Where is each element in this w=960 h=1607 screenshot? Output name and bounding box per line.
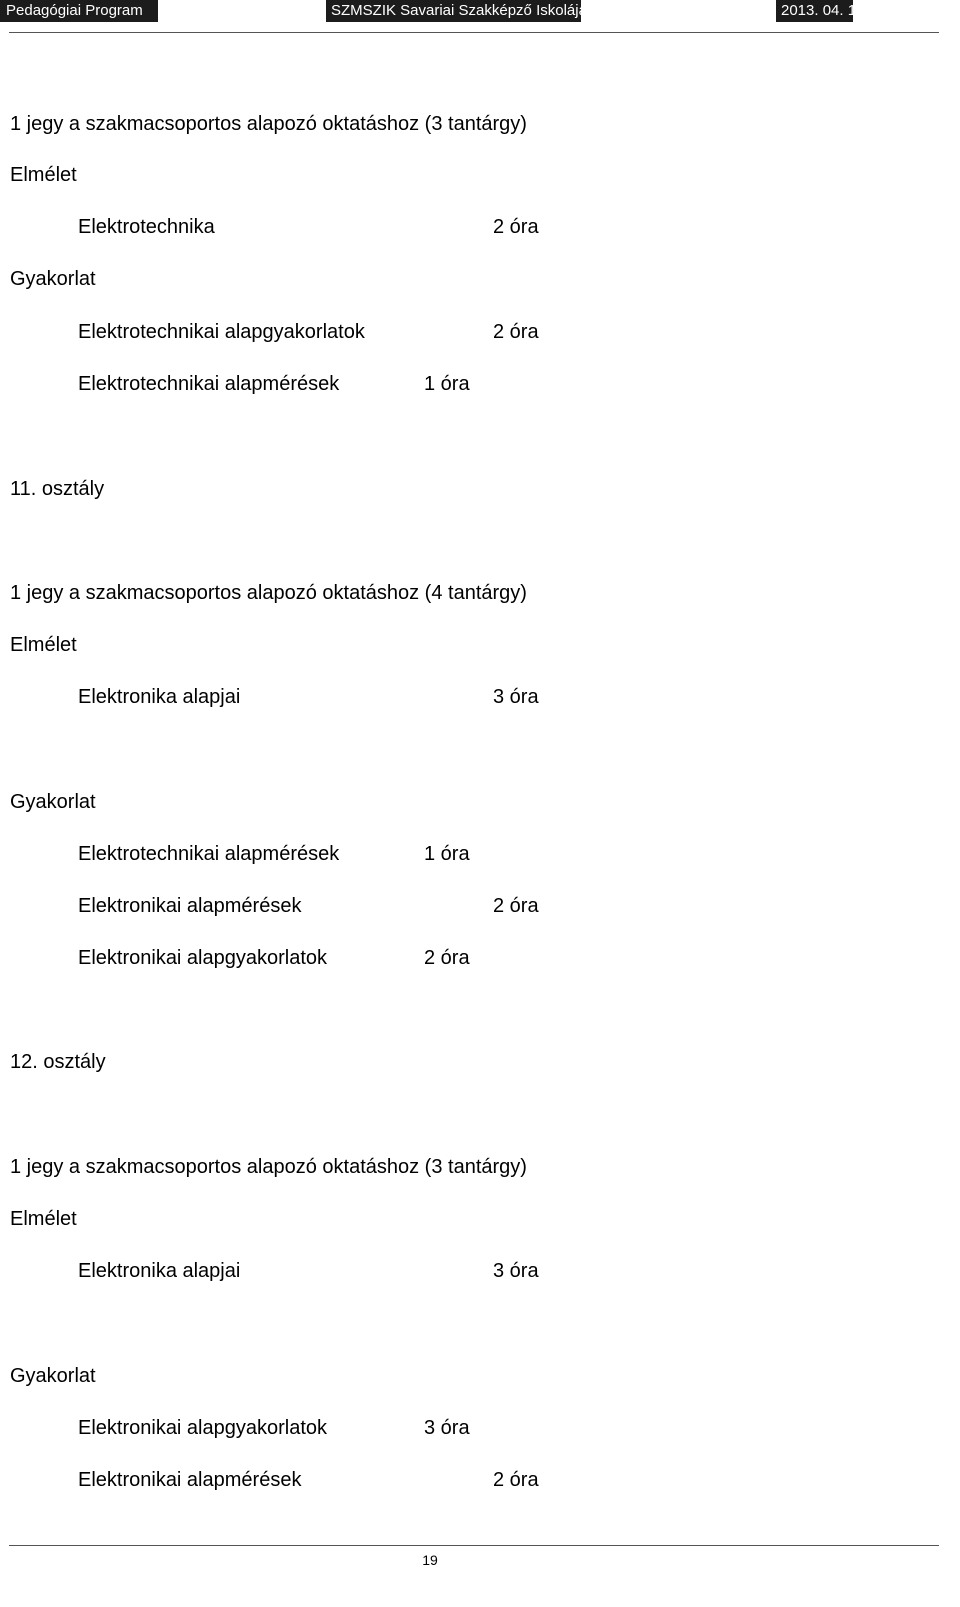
practice-heading: Gyakorlat — [10, 268, 96, 290]
subject-hours: 2 óra — [424, 947, 470, 969]
practice-heading: Gyakorlat — [10, 791, 96, 813]
subject-hours: 1 óra — [424, 843, 470, 865]
header-divider — [9, 32, 939, 33]
subject-name: Elektrotechnikai alapgyakorlatok — [78, 321, 365, 343]
section-title: 1 jegy a szakmacsoportos alapozó oktatáshoz (3 tantárgy) — [10, 113, 527, 135]
subject-name: Elektronikai alapgyakorlatok — [78, 947, 328, 969]
subject-hours: 3 óra — [493, 686, 539, 708]
class-heading: 12. osztály — [10, 1051, 106, 1073]
theory-heading: Elmélet — [10, 634, 77, 656]
section-title: 1 jegy a szakmacsoportos alapozó oktatáshoz (4 tantárgy) — [10, 582, 527, 604]
subject-name: Elektronika alapjai — [78, 1260, 241, 1282]
footer-divider — [9, 1545, 939, 1546]
subject-name: Elektronikai alapmérések — [78, 895, 302, 917]
practice-heading: Gyakorlat — [10, 1365, 96, 1387]
page-number: 19 — [422, 1552, 438, 1568]
page-header — [0, 0, 960, 34]
subject-hours: 3 óra — [493, 1260, 539, 1282]
subject-hours: 2 óra — [493, 895, 539, 917]
subject-hours: 2 óra — [493, 1469, 539, 1491]
subject-name: Elektrotechnikai alapmérések — [78, 373, 340, 395]
header-school: SZMSZIK Savariai Szakképző Iskolája — [331, 2, 587, 19]
subject-hours: 1 óra — [424, 373, 470, 395]
subject-name: Elektronika alapjai — [78, 686, 241, 708]
subject-hours: 2 óra — [493, 216, 539, 238]
header-program: Pedagógiai Program — [6, 2, 143, 19]
header-date: 2013. 04. 15.. — [781, 2, 873, 19]
theory-heading: Elmélet — [10, 1208, 77, 1230]
subject-name: Elektrotechnikai alapmérések — [78, 843, 340, 865]
subject-name: Elektronikai alapmérések — [78, 1469, 302, 1491]
subject-hours: 3 óra — [424, 1417, 470, 1439]
subject-name: Elektrotechnika — [78, 216, 215, 238]
subject-hours: 2 óra — [493, 321, 539, 343]
class-heading: 11. osztály — [10, 478, 105, 500]
subject-name: Elektronikai alapgyakorlatok — [78, 1417, 328, 1439]
theory-heading: Elmélet — [10, 164, 77, 186]
section-title: 1 jegy a szakmacsoportos alapozó oktatáshoz (3 tantárgy) — [10, 1156, 527, 1178]
